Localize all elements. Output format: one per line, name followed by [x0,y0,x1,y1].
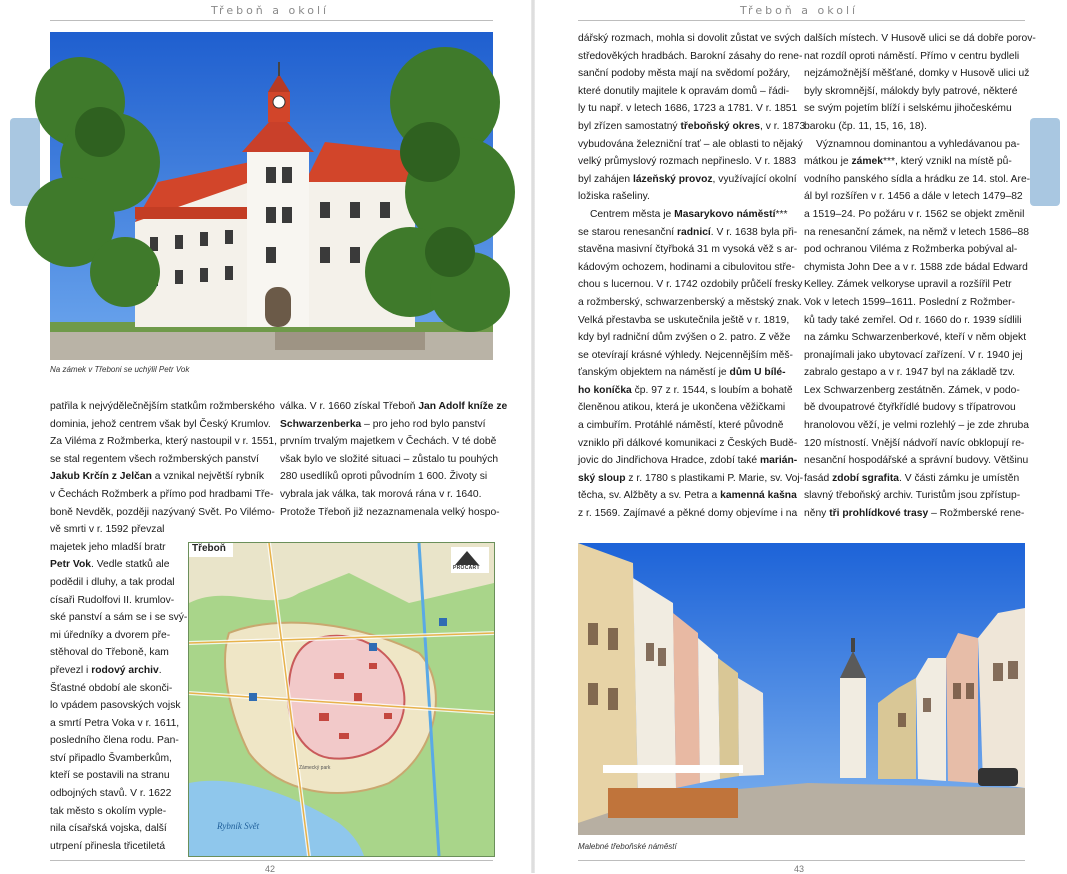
text-line: kteří se postavili na stranu [50,770,170,782]
text-line: se stal regentem všech rožmberských panství [50,453,259,465]
thumb-tab-right [1030,118,1060,206]
map-park-label: Zámecký park [299,765,331,771]
col-lines [578,30,806,523]
map-lake-label: Rybník Svět [217,821,260,831]
text-line: nejzámožnější měšťané, domky v Husově ulici už [804,68,1030,80]
text-line: členěnou atikou, která je ukončena věžičkami [578,402,786,414]
text-line: baroku (čp. 11, 15, 16, 18). [804,120,927,132]
text-line: ků tady také zemřel. Od r. 1660 do r. 1939 sídlili [804,314,1022,326]
text-line: byl zřízen samostatný třeboňský okres, v r. 1873 [578,120,806,132]
text-line: posledního člena rodu. Pan- [50,735,179,747]
town-map-drawing [189,543,494,856]
text-line: Lex Schwarzenberg zestátněn. Zámek, v podo- [804,384,1020,396]
text-line: patřila k nejvýdělečnějším statkům rožmberského [50,401,275,412]
text-line: ložiska rašeliny. [578,191,650,203]
castle-photo [50,32,493,360]
text-line: Kelley. Zámek velkoryse upravil a rozšířil Petr [804,279,1012,291]
text-line: Velká přestavba se uskutečnila ještě v r. 1819, [578,314,790,326]
text-line: ál byl rozšířen v r. 1456 a dále v letech 1479–82 [804,191,1023,203]
running-head-left: Třeboň a okolí [210,4,330,17]
text-line: nila císařská vojska, další [50,823,167,835]
col-lines [280,398,508,521]
text-line: ské panství a sám se i se svý- [50,612,188,624]
text-line: kádovým ochozem, hodinami a cibulovitou stře- [578,261,795,273]
text-line: pod ochranou Viléma z Rožmberka pobýval al- [804,244,1018,256]
footer-rule [50,860,493,861]
text-line: císaři Rudolfovi II. krumlov- [50,594,175,606]
text-line: vybrala jak válka, tak morová rána v r. 1640. [280,488,482,500]
text-line: nat rozdíl oproti náměstí. Přímo v centru bydleli [804,50,1020,62]
text-line: stěhoval do Třeboně, kam [50,647,169,659]
text-line: podědil i dluhy, a tak prodal [50,576,175,588]
col-lines [804,30,1036,523]
text-line: válka. V r. 1660 získal Třeboň Jan Adolf kníže ze [280,401,508,412]
footer-rule [578,860,1025,861]
running-head-right: Třeboň a okolí [739,4,859,17]
text-line: nesanční hospodářské a správní budovy. Většinu [804,455,1029,467]
left-page [0,0,533,873]
text-line: vodního panského sídla a hrádku ze 14. stol. Are- [804,173,1031,185]
text-line: se otevírají krásné výhledy. Nejcennějším měš- [578,349,793,361]
text-line: 280 usedlíků oproti původním 1 600. Životy si [280,471,488,483]
text-line: chou s lucernou. V r. 1742 ozdobily průčelí fresky [578,279,803,291]
text-line: 120 místností. Vnější nádvoří navíc obklopují re- [804,437,1025,449]
text-line: jovic do Jindřichova Hradce, zdobí také marián- [578,455,798,467]
page-number-left: 42 [265,864,276,874]
text-line: ho koníčka čp. 97 z r. 1544, s loubím a bohatě [578,384,793,396]
square-photo-illustration [578,543,1025,835]
text-line: na zámku Schwarzenberkové, kteří v něm objekt [804,332,1027,344]
photo-caption-right: Malebné třeboňské náměstí [578,842,677,851]
text-line: pronajímali jako ubytovací zařízení. V r. 1940 jej [804,349,1023,361]
text-line: prvním trvalým majetkem v Čechách. V té době [280,436,497,448]
header-rule [50,20,493,21]
text-line: odbojných stavů. V r. 1622 [50,788,172,800]
page-number-right: 43 [794,864,805,874]
text-line: vybudována železniční trať – ale oblasti to nějaký [578,138,803,150]
text-line: a 1519–24. Po požáru v r. 1562 se objekt změnil [804,208,1025,220]
text-line: Schwarzenberka – pro jeho rod bylo panství [280,418,486,430]
text-line: v Čechách Rožmberk a přímo pod hradbami Tře- [50,488,274,500]
text-line: ství připadlo Švamberkům, [50,752,172,764]
text-line: které donutily majitele k opravám domů – řádi- [578,85,790,97]
text-column-right-2 [804,30,1036,523]
text-line: se starou renesanční radnicí. V r. 1638 byla při- [578,226,798,238]
text-column-right-1 [578,30,806,523]
text-line: a cimbuřím. Protáhlé náměstí, které původně [578,420,784,432]
photo-caption-left: Na zámek v Třeboni se uchýlil Petr Vok [50,365,190,374]
text-line: sanční podoby města mají na svědomí požáry, [578,68,791,80]
text-line: tak město s okolím vyple- [50,805,167,817]
text-line: na renesanční zámek, na němž v letech 1586–88 [804,226,1029,238]
map-title: Třeboň [192,543,226,554]
text-line: převezl i rodový archiv. [50,664,162,676]
text-line: Jakub Krčín z Jelčan a vznikal největší rybník [50,471,265,483]
text-line: a rožmberský, schwarzenberský a městský znak. [578,296,802,308]
text-line: Významnou dominantou a vyhledávanou pa- [816,138,1020,150]
text-line: byl zahájen lázeňský provoz, využívající okolní [578,173,797,185]
text-line: hranolovou věží, je velmi rozlehlý – je zde zhruba [804,420,1029,432]
text-line: chymista John Dee a v r. 1588 zde bádal Edward [804,261,1028,273]
text-line: dominia, jehož centrem však byl Český Krumlov. [50,418,271,430]
text-line: ský sloup z r. 1780 s plastikami P. Marie, sv. Voj- [578,472,804,484]
text-line: mátkou je zámek***, který vznikl na místě pů- [804,156,1012,168]
text-line: středověkých hradbách. Barokní zásahy do rene- [578,50,803,62]
text-line: z r. 1569. Zajímavé a pěkné domy objevíme i na [578,508,798,520]
text-line: Centrem města je Masarykovo náměstí*** [590,208,788,220]
text-line: však bylo ve složité situaci – zůstalo tu pouhých [280,453,499,465]
text-line: Petr Vok. Vedle statků ale [50,559,170,571]
text-line: Vok v letech 1599–1611. Poslední z Rožmber- [804,296,1016,308]
text-line: velký průmyslový rozmach nepřineslo. V r. 1883 [578,156,797,168]
text-line: boně Nevděk, později nazývaný Svět. Po Vilémo- [50,506,275,518]
thumb-tab-left [10,118,40,206]
text-line: a smrtí Petra Voka v r. 1611, [50,717,180,729]
text-line: stavěna masivní čtyřboká 31 m vysoká věž s ar- [578,244,798,256]
text-line: majetek jeho mladší bratr [50,541,166,553]
text-line: kdy byl radniční dům zvýšen o 2. patro. Z věže [578,332,791,344]
text-line: slavný třeboňský archiv. Turistům jsou zpřístup- [804,490,1021,502]
map-logo: PROCART [453,565,480,571]
text-line: vě smrti v r. 1592 převzal [50,524,165,536]
header-rule [578,20,1025,21]
square-photo [578,543,1025,835]
castle-photo-illustration [50,32,493,360]
text-line: ly tu např. v letech 1686, 1723 a 1781. V r. 1851 [578,103,798,115]
text-column-left-2 [280,398,508,521]
town-map [188,542,495,857]
text-line: zabralo gestapo a v r. 1947 byl na základě tzv. [804,367,1016,379]
text-line: mi úředníky a dvorem pře- [50,629,171,641]
text-line: dářský rozmach, mohla si dovolit zůstat ve svých [578,33,801,44]
text-line: fasád zdobí sgrafita. V části zámku je umístěn [804,472,1020,484]
right-page [534,0,1067,873]
text-line: něny tři prohlídkové trasy – Rožmberské rene- [804,508,1025,520]
text-line: byly skromnější, málokdy byly patrové, některé [804,85,1018,97]
text-line: Za Viléma z Rožmberka, který nastoupil v r. 1551, [50,436,278,448]
text-line: Protože Třeboň již nezaznamenala velký hospo- [280,506,500,518]
text-line: těcha, sv. Alžběty a sv. Petra a kamenná kašna [578,490,797,502]
text-line: vzniklo při dálkové komunikaci z Českých Budě- [578,437,798,449]
text-line: bě dvoupatrové čtyřkřídlé budovy s třípatrovou [804,402,1016,414]
text-line: Šťastné období ale skonči- [50,682,173,694]
text-line: se svým pojetím blíží i selskému jihočeskému [804,103,1012,115]
text-line: lo vpádem pasovských vojsk [50,700,181,712]
text-line: ťanským objektem na náměstí je dům U bílé- [578,367,786,379]
text-line: utrpení přinesla třicetiletá [50,840,166,852]
text-line: dalších místech. V Husově ulici se dá dobře porov- [804,33,1036,44]
